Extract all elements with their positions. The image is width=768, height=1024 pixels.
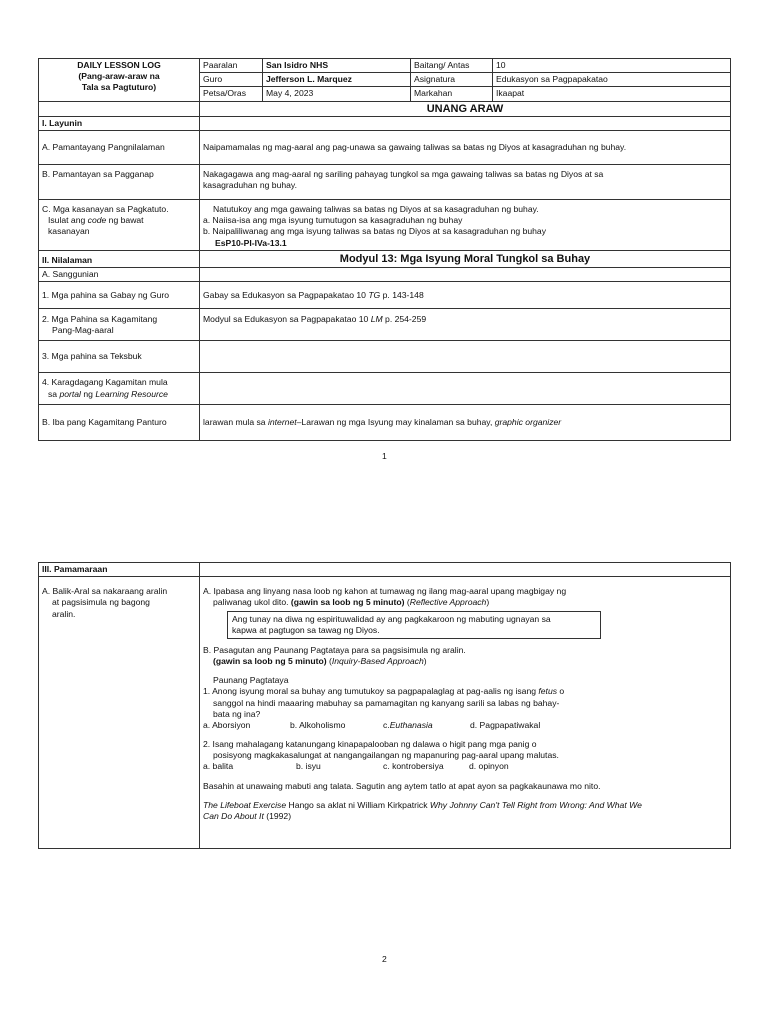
subject-label: Asignatura <box>411 73 493 87</box>
other-materials-label: B. Iba pang Kagamitang Panturo <box>39 405 200 441</box>
question-1-line: bata ng ina? <box>213 708 261 719</box>
text-run: ng bawat <box>106 215 144 226</box>
text-run: p. 254-259 <box>382 314 427 325</box>
date-label: Petsa/Oras <box>200 87 263 101</box>
competencies-label-line <box>42 215 196 226</box>
text-run: Inquiry-Based Approach <box>331 656 424 667</box>
learner-materials-line: Pang-Mag-aaral <box>52 325 114 336</box>
pretest-title: Paunang Pagtataya <box>213 675 289 686</box>
performance-standard-text <box>200 164 731 199</box>
layunin-heading: I. Layunin <box>39 116 200 130</box>
text-run: Gabay sa Edukasyon sa Pagpapakatao 10 <box>203 289 369 300</box>
text-run: –Larawan ng mga Isyung may kinalaman sa buhay, <box>296 417 495 428</box>
option-b: b. isyu <box>296 761 321 772</box>
instruction-line: Basahin at unawaing mabuti ang talata. Sagutin ang aytem tatlo at apat ayon sa pagkakaunawa mo nito. <box>203 780 601 791</box>
teacher-label: Guro <box>200 73 263 87</box>
additional-materials-line <box>42 389 196 400</box>
lesson-log-table-page-2 <box>38 562 731 849</box>
other-materials-text <box>200 405 731 441</box>
text-run: Hango sa aklat ni William Kirkpatrick <box>286 799 430 810</box>
text-run: o <box>557 686 565 697</box>
text-run: Learning Resource <box>95 388 168 399</box>
question-1-line <box>203 686 727 697</box>
date-value: May 4, 2023 <box>263 87 411 101</box>
nilalaman-heading: II. Nilalaman <box>39 250 200 267</box>
additional-materials-label <box>39 373 200 405</box>
lesson-log-table-page-1 <box>38 58 731 441</box>
competencies-label <box>39 199 200 250</box>
school-value: San Isidro NHS <box>263 59 411 73</box>
pamamaraan-heading: III. Pamamaraan <box>39 563 200 577</box>
spacer <box>203 773 727 781</box>
performance-standard-line: kasagraduhan ng buhay. <box>203 180 297 191</box>
teacher-guide-text <box>200 282 731 309</box>
question-2-options <box>203 761 727 772</box>
text-run: ) <box>486 597 490 608</box>
text-run: ) <box>423 656 427 667</box>
competencies-label-line: C. Mga kasanayan sa Pagkatuto. <box>42 203 169 214</box>
empty-cell <box>200 267 731 281</box>
text-run: Can Do About It <box>203 810 264 821</box>
content-standard-text: Naipamamalas ng mag-aaral ang pag-unawa sa gawaing taliwas sa batas ng Diyos at kasagraduhan ng buhay. <box>200 130 731 164</box>
text-run: (gawin sa loob ng 5 minuto) <box>290 597 405 608</box>
empty-cell <box>39 101 200 116</box>
text-run: graphic organizer <box>494 417 562 428</box>
question-2-line: posisyong magkakasalungat at nangangailangan ng mapanuring pag-aaral upang malutas. <box>213 750 559 761</box>
text-run: ng <box>80 388 96 399</box>
text-run: ( <box>326 656 332 667</box>
competency-code: EsP10-PI-IVa-13.1 <box>215 237 287 248</box>
review-label-line: A. Balik-Aral sa nakaraang aralin <box>42 586 168 597</box>
textbook-label: 3. Mga pahina sa Teksbuk <box>39 341 200 373</box>
option-c: c. kontrobersiya <box>383 761 444 772</box>
grade-label: Baitang/ Antas <box>411 59 493 73</box>
learner-materials-line: 2. Mga Pahina sa Kagamitang <box>42 314 158 325</box>
review-label-line: aralin. <box>52 608 76 619</box>
text-run: paliwanag ukol dito. <box>213 597 291 608</box>
competency-line: a. Naiisa-isa ang mga isyung tumutugon sa kasagraduhan ng buhay <box>203 215 463 226</box>
option-d: d. Pagpapatiwakal <box>470 719 541 730</box>
references-label: A. Sanggunian <box>39 267 200 281</box>
option-d: d. opinyon <box>469 761 509 772</box>
learner-materials-label <box>39 309 200 341</box>
text-run: sa <box>48 388 60 399</box>
log-subtitle-2: Tala sa Pagtuturo) <box>81 82 157 93</box>
empty-cell <box>200 563 731 577</box>
empty-cell <box>200 341 731 373</box>
empty-cell <box>200 373 731 405</box>
text-run: ( <box>404 597 410 608</box>
text-run: Isulat ang <box>48 215 88 226</box>
learner-materials-text <box>200 309 731 341</box>
text-run: Reflective Approach <box>409 597 487 608</box>
step-b-line: B. Pasagutan ang Paunang Pagtataya para sa pagsisimula ng aralin. <box>203 644 466 655</box>
log-title-cell <box>39 59 200 102</box>
text-run: larawan mula sa <box>203 417 268 428</box>
performance-standard-label: B. Pamantayan sa Pagganap <box>39 164 200 199</box>
quote-line: Ang tunay na diwa ng espirituwalidad ay ang pagkakaroon ng mabuting ugnayan sa <box>232 613 551 624</box>
content-standard-label: A. Pamantayang Pangnilalaman <box>39 130 200 164</box>
quote-line: kapwa at pagtugon sa tawag ng Diyos. <box>232 624 380 635</box>
source-line <box>203 811 727 822</box>
competency-line: b. Naipaliliwanag ang mga isyung taliwas sa batas ng Diyos at sa kasagraduhan ng buhay <box>203 226 547 237</box>
review-label <box>39 577 200 849</box>
text-run: p. 143-148 <box>380 289 424 300</box>
question-1-options <box>203 720 727 731</box>
step-b-line <box>203 656 727 667</box>
text-run: Why Johnny Can't Tell Right from Wrong: And What We <box>429 799 642 810</box>
school-label: Paaralan <box>200 59 263 73</box>
module-title: Modyul 13: Mga Isyung Moral Tungkol sa Buhay <box>200 250 731 267</box>
source-line <box>203 800 727 811</box>
question-1-line: sanggol na hindi maaaring mabuhay sa pamamagitan ng kanyang sarili sa labas ng bahay- <box>213 697 560 708</box>
competencies-label-line: kasanayan <box>48 226 90 237</box>
page-number-1: 1 <box>382 451 387 461</box>
text-run: Modyul sa Edukasyon sa Pagpapakatao 10 <box>203 314 371 325</box>
option-c <box>383 720 470 731</box>
text-run: The Lifeboat Exercise <box>203 799 287 810</box>
teacher-value: Jefferson L. Marquez <box>263 73 411 87</box>
spacer <box>203 731 727 739</box>
option-b: b. Alkoholismo <box>290 719 346 730</box>
text-run: fetus <box>538 686 558 697</box>
log-subtitle-1: (Pang-araw-araw na <box>78 71 160 82</box>
spacer <box>203 792 727 800</box>
text-run: portal <box>59 388 81 399</box>
option-a: a. balita <box>203 761 234 772</box>
day-heading: UNANG ARAW <box>200 101 731 116</box>
performance-standard-line: Nakagagawa ang mag-aaral ng sariling pahayag tungkol sa mga gawaing taliwas sa batas ng Diyos at sa <box>203 168 604 179</box>
question-2-line: 2. Isang mahalagang katanungang kinapapalooban ng dalawa o higit pang mga panig o <box>203 739 537 750</box>
additional-materials-line: 4. Karagdagang Kagamitan mula <box>42 377 168 388</box>
text-run: TG <box>368 289 381 300</box>
text-run: code <box>87 215 107 226</box>
competencies-text <box>200 199 731 250</box>
text-run: (1992) <box>263 810 292 821</box>
text-run: c. <box>383 719 390 730</box>
text-run: (gawin sa loob ng 5 minuto) <box>213 656 327 667</box>
grade-value: 10 <box>493 59 731 73</box>
empty-cell <box>200 116 731 130</box>
text-run: Euthanasia <box>389 719 433 730</box>
spacer <box>203 667 727 675</box>
step-a-line: A. Ipabasa ang linyang nasa loob ng kahon at tumawag ng ilang mag-aaral upang magbigay ng <box>203 586 567 597</box>
quote-box <box>227 611 601 639</box>
log-title: DAILY LESSON LOG <box>77 60 161 70</box>
step-a-line <box>203 597 727 608</box>
text-run: LM <box>370 314 383 325</box>
quarter-value: Ikaapat <box>493 87 731 101</box>
competency-line: Natutukoy ang mga gawaing taliwas sa batas ng Diyos at sa kasagraduhan ng buhay. <box>213 203 539 214</box>
text-run: internet <box>267 417 297 428</box>
procedure-content <box>200 577 731 849</box>
review-label-line: at pagsisimula ng bagong <box>52 597 150 608</box>
quarter-label: Markahan <box>411 87 493 101</box>
subject-value: Edukasyon sa Pagpapakatao <box>493 73 731 87</box>
text-run: 1. Anong isyung moral sa buhay ang tumutukoy sa pagpapalaglag at pag-aalis ng isang <box>203 686 539 697</box>
page-number-2: 2 <box>382 954 387 964</box>
teacher-guide-label: 1. Mga pahina sa Gabay ng Guro <box>39 282 200 309</box>
option-a: a. Aborsiyon <box>203 719 251 730</box>
